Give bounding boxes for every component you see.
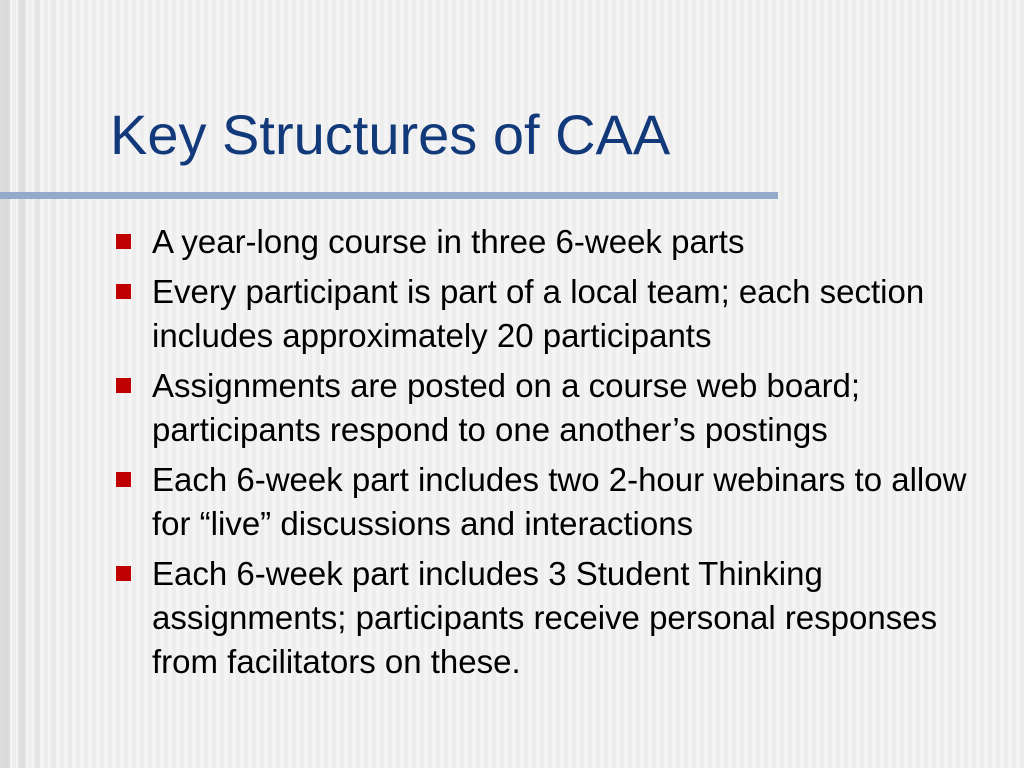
bullet-item — [116, 220, 1006, 264]
square-bullet-icon — [116, 472, 131, 487]
square-bullet-icon — [116, 566, 131, 581]
bullet-text: Every participant is part of a local team; each section includes approximately 20 participants — [152, 273, 925, 354]
bullet-text: Assignments are posted on a course web board; participants respond to one another’s postings — [152, 367, 861, 448]
square-bullet-icon — [116, 284, 131, 299]
bullet-item — [116, 458, 1006, 546]
bullet-text: Each 6-week part includes two 2-hour webinars to allow for “live” discussions and interactions — [152, 461, 967, 542]
square-bullet-icon — [116, 378, 131, 393]
bullet-item — [116, 364, 1006, 452]
title-divider — [0, 192, 778, 199]
bullet-text: Each 6-week part includes 3 Student Thinking assignments; participants receive personal responses from facilitators on these. — [152, 555, 938, 680]
slide-title: Key Structures of CAA — [110, 103, 671, 166]
bullet-text: A year-long course in three 6-week parts — [152, 223, 745, 260]
bullet-item — [116, 552, 1006, 684]
bullet-list — [116, 220, 1006, 690]
square-bullet-icon — [116, 234, 131, 249]
bullet-item — [116, 270, 1006, 358]
